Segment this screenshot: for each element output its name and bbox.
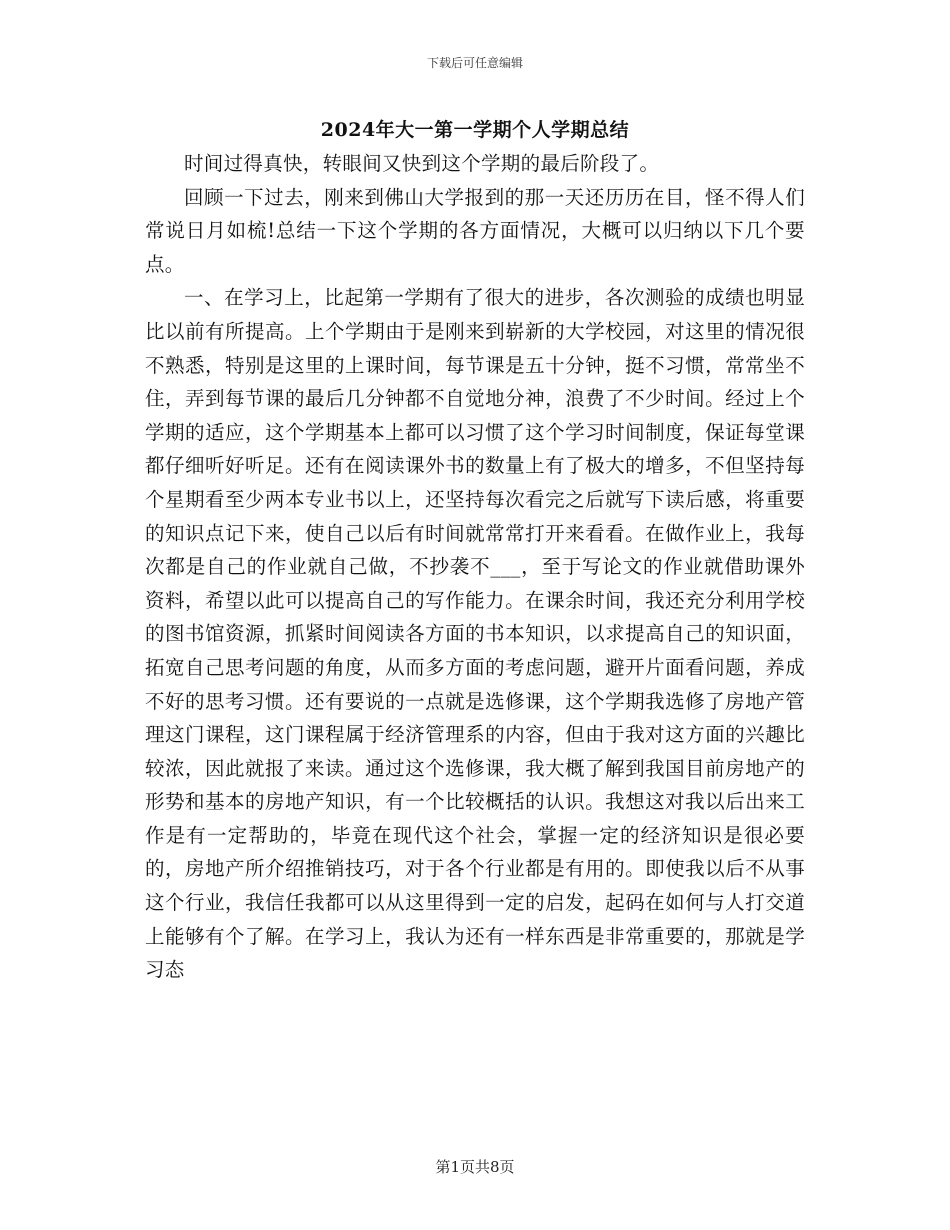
- paragraph-2: 回顾一下过去，刚来到佛山大学报到的那一天还历历在目，怪不得人们常说日月如梳!总结一下这个学期的各方面情况，大概可以归纳以下几个要点。: [145, 185, 805, 276]
- page-number: 第1页共8页: [435, 1158, 515, 1176]
- document-body: [145, 147, 805, 987]
- paragraph-3: 一、在学习上，比起第一学期有了很大的进步，各次测验的成绩也明显比以前有所提高。上个学期由于是刚来到崭新的大学校园，对这里的情况很不熟悉，特别是这里的上课时间，每节课是五十分钟，挺不习惯，常常坐不住，弄到每节课的最后几分钟都不自觉地分神，浪费了不少时间。经过上个学期的适应，这个学期基本上都可以习惯了这个学习时间制度，保证每堂课都仔细听好听足。还有在阅读课外书的数量上有了极大的增多，不但坚持每个星期看至少两本专业书以上，还坚持每次看完之后就写下读后感，将重要的知识点记下来，使自己以后有时间就常常打开来看看。在做作业上，我每次都是自己的作业就自己做，不抄袭不___，至于写论文的作业就借助课外资料，希望以此可以提高自己的写作能力。在课余时间，我还充分利用学校的图书馆资源，抓紧时间阅读各方面的书本知识，以求提高自己的知识面，拓宽自己思考问题的角度，从而多方面的考虑问题，避开片面看问题，养成不好的思考习惯。还有要说的一点就是选修课，这个学期我选修了房地产管理这门课程，这门课程属于经济管理系的内容，但由于我对这方面的兴趣比较浓，因此就报了来读。通过这个选修课，我大概了解到我国目前房地产的形势和基本的房地产知识，有一个比较概括的认识。我想这对我以后出来工作是有一定帮助的，毕竟在现代这个社会，掌握一定的经济知识是很必要的，房地产所介绍推销技巧，对于各个行业都是有用的。即使我以后不从事这个行业，我信任我都可以从这里得到一定的启发，起码在如何与人打交道上能够有个了解。在学习上，我认为还有一样东西是非常重要的，那就是学习态: [145, 286, 805, 982]
- document-title: 2024年大一第一学期个人学期总结: [320, 119, 630, 141]
- header-note: 下载后可任意编辑: [426, 56, 523, 70]
- paragraph-1: 时间过得真快，转眼间又快到这个学期的最后阶段了。: [184, 152, 660, 175]
